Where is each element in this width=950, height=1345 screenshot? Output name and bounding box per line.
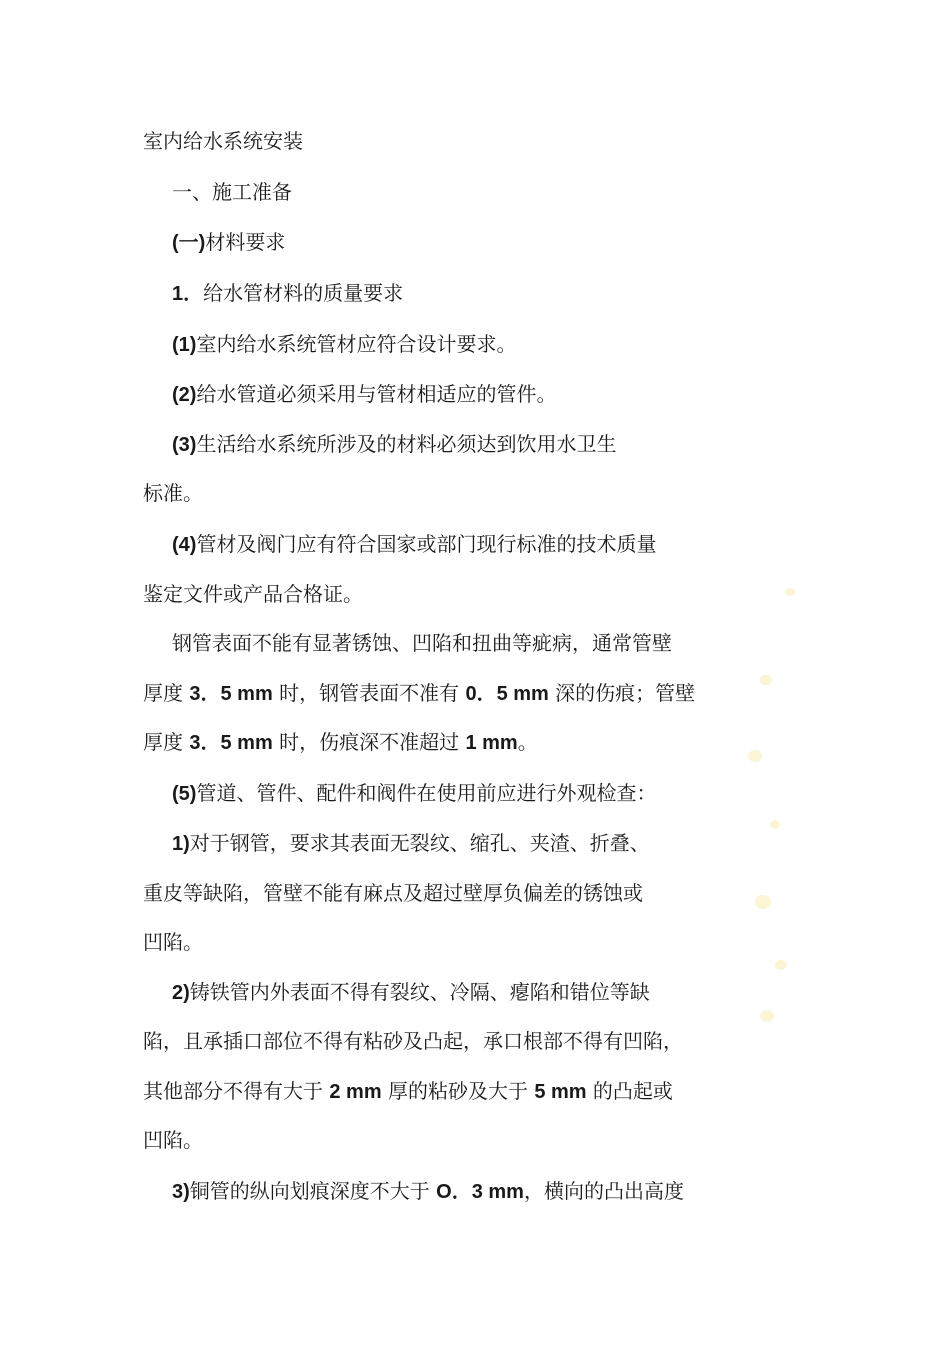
text-run: 生活给水系统所涉及的材料必须达到饮用水卫生 — [196, 432, 617, 456]
text-run: 材料要求 — [205, 230, 286, 254]
text-run: 的凸起或 — [586, 1079, 673, 1103]
document-line — [172, 279, 403, 307]
text-run: 其他部分不得有大于 — [143, 1079, 330, 1103]
bold-text-run: 0．5 mm — [465, 683, 549, 705]
text-run: 陷，且承插口部位不得有粘砂及凸起，承口根部不得有凹陷， — [143, 1029, 683, 1053]
text-run: 鉴定文件或产品合格证。 — [143, 582, 363, 606]
bold-text-run: (一) — [172, 232, 206, 254]
document-line — [172, 178, 292, 206]
document-line — [172, 430, 616, 458]
text-run: 对于钢管，要求其表面无裂纹、缩孔、夹渣、折叠、 — [189, 831, 650, 855]
text-run: 。 — [517, 730, 538, 754]
document-line — [143, 1077, 673, 1105]
text-run: 时，伤痕深不准超过 — [272, 730, 466, 754]
document-line — [143, 928, 203, 956]
text-run: 标准。 — [143, 481, 203, 505]
document-line — [172, 629, 672, 657]
text-run: 凹陷。 — [143, 1128, 203, 1152]
document-line — [172, 829, 650, 857]
document-line — [143, 679, 695, 707]
bold-text-run: (3) — [172, 434, 197, 456]
text-run: 厚的粘砂及大于 — [381, 1079, 535, 1103]
document-line — [172, 530, 656, 558]
text-run: 凹陷。 — [143, 930, 203, 954]
bold-text-run: 1) — [172, 833, 190, 855]
bold-text-run: 3) — [172, 1181, 190, 1203]
text-run: 重皮等缺陷，管壁不能有麻点及超过壁厚负偏差的锈蚀或 — [143, 881, 643, 905]
text-run: 深的伤痕；管壁 — [548, 681, 696, 705]
text-run: 管道、管件、配件和阀件在使用前应进行外观检查： — [196, 781, 657, 805]
bold-text-run: (5) — [172, 783, 197, 805]
document-line — [172, 228, 285, 256]
document-line — [143, 1027, 683, 1055]
text-run: 给水管道必须采用与管材相适应的管件。 — [196, 382, 557, 406]
text-run: 铸铁管内外表面不得有裂纹、冷隔、瘪陷和错位等缺 — [189, 980, 650, 1004]
text-run: 室内给水系统管材应符合设计要求。 — [196, 332, 517, 356]
bold-text-run: (1) — [172, 334, 197, 356]
bold-text-run: 2 mm — [329, 1081, 382, 1103]
document-line — [143, 1126, 203, 1154]
text-run: 厚度 — [143, 681, 190, 705]
text-run: 管材及阀门应有符合国家或部门现行标准的技术质量 — [196, 532, 657, 556]
text-run: 一、施工准备 — [172, 180, 292, 204]
bold-text-run: 5 mm — [534, 1081, 587, 1103]
text-run: 厚度 — [143, 730, 190, 754]
bold-text-run: (4) — [172, 534, 197, 556]
document-line — [172, 779, 656, 807]
document-line — [172, 1177, 684, 1205]
text-run: 给水管材料的质量要求 — [203, 281, 404, 305]
bold-text-run: 3．5 mm — [189, 732, 273, 754]
document-line — [143, 479, 203, 507]
document-line — [172, 330, 516, 358]
document-line — [143, 728, 538, 756]
text-run: ，横向的凸出高度 — [523, 1179, 684, 1203]
text-run: 钢管表面不能有显著锈蚀、凹陷和扭曲等疵病，通常管壁 — [172, 631, 672, 655]
bold-text-run: 1 mm — [465, 732, 518, 754]
bold-text-run: 1． — [172, 283, 204, 305]
bold-text-run: O．3 mm — [436, 1181, 524, 1203]
document-title: 室内给水系统安装 — [143, 129, 303, 153]
bold-text-run: 2) — [172, 982, 190, 1004]
document-line — [143, 879, 643, 907]
document-line — [172, 380, 556, 408]
text-run: 铜管的纵向划痕深度不大于 — [189, 1179, 437, 1203]
document-line — [172, 978, 650, 1006]
bold-text-run: 3．5 mm — [189, 683, 273, 705]
text-run: 时，钢管表面不准有 — [272, 681, 466, 705]
document-line — [143, 580, 363, 608]
bold-text-run: (2) — [172, 384, 197, 406]
